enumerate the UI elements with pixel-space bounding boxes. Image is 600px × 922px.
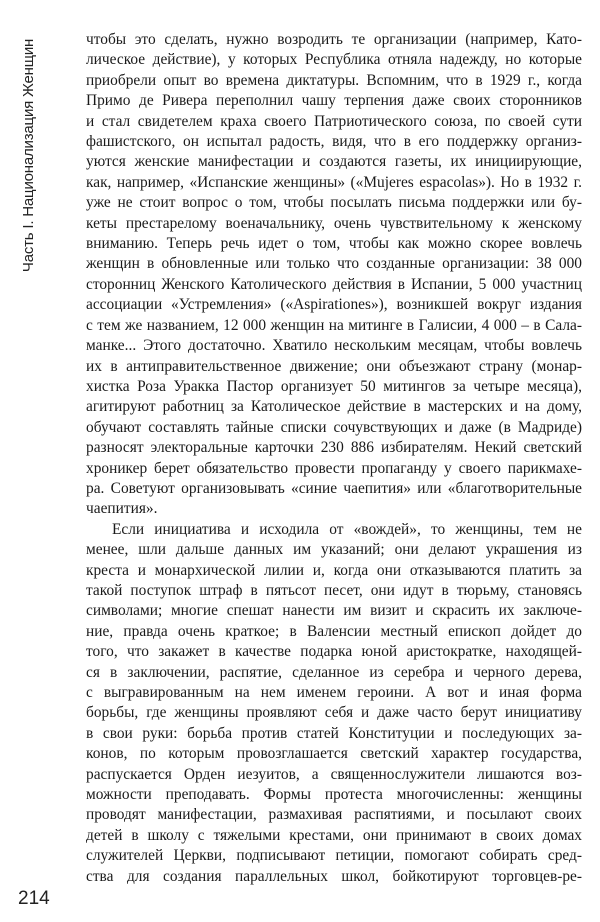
running-head	[20, 40, 38, 270]
text-line: обучают составлять тайные списки сочувствующих и даже (в Мадриде)	[86, 418, 582, 436]
text-line: вниманию. Теперь речь идет о том, чтобы как можно скорее вовлечь	[86, 235, 582, 253]
text-line: их в антиправительственное движение; они объезжают страну (монар-	[86, 357, 582, 375]
text-line: ства для создания параллельных школ, бойкотируют торговцев-ре-	[86, 867, 582, 885]
text-line: с выгравированным на нем именем героини. А вот и иная форма	[86, 684, 582, 701]
text-line: уются женские манифестации и создаются газеты, их инициирующие,	[86, 153, 582, 171]
text-line: служителей Церкви, подписывают петиции, помогают собирать сред-	[86, 847, 582, 865]
text-line: ние, правда очень краткое; в Валенсии местный епископ дойдет до	[86, 622, 582, 640]
text-line: конов, по которым провозглашается светский характер государства,	[86, 745, 582, 763]
text-line: разносят электоральные карточки 230 886 избирателям. Некий светский	[86, 439, 582, 457]
text-line: менее, шли дальше данных им указаний; они делают украшения из	[86, 541, 582, 559]
text-line: того, что закажет в качестве подарка юной аристократке, находящей-	[86, 643, 582, 661]
text-line: лическое действие), у которых Республика отняла надежду, но которые	[86, 51, 582, 69]
text-line: ассоциации «Устремления» («Aspirationes»), возникшей вокруг издания	[86, 296, 582, 314]
text-line: и стал свидетелем краха своего Патриотического союза, по своей сути	[86, 112, 582, 130]
text-line: женщин в обновленные или только что созданные организации: 38 000	[86, 255, 582, 273]
text-line: агитируют работниц за Католическое действие в мастерских и на дому,	[86, 398, 582, 416]
text-line: такой поступок штраф в пятьсот песет, они идут в тюрьму, становясь	[86, 581, 582, 599]
text-line: уже не стоит вопрос о том, чтобы посылать письма поддержки или бу-	[86, 194, 582, 212]
page-number: 214	[18, 888, 50, 909]
text-line: чаепития».	[86, 500, 158, 518]
text-line: манке... Этого достаточно. Хватило нескольким месяцам, чтобы вовлечь	[86, 337, 582, 355]
text-line: фашистского, он испытал радость, видя, что в его поддержку организ-	[86, 133, 582, 151]
paragraph	[86, 30, 582, 520]
text-line: хроникер берет обязательство провести пропаганду у своего парикмахе-	[86, 459, 582, 477]
text-line: приобрели опыт во времена диктатуры. Вспомним, что в 1929 г., когда	[86, 71, 582, 89]
text-line: проводят манифестации, размахивая распятиями, и посылают своих	[86, 806, 582, 824]
paragraph	[86, 520, 582, 887]
running-head-text: Часть I. Национализация Женщин	[20, 38, 38, 272]
text-line: в свои руки: борьба против статей Конституции и последующих за-	[86, 724, 582, 742]
text-line: Примо де Ривера переполнил чашу терпения даже своих сторонников	[86, 92, 582, 110]
text-line: кеты престарелому военачальнику, очень чувствительному к женскому	[86, 214, 582, 232]
text-line: чтобы это сделать, нужно возродить те организации (например, Като-	[86, 31, 582, 48]
text-line: с тем же названием, 12 000 женщин на митинге в Галисии, 4 000 – в Сала-	[86, 316, 582, 334]
text-line: как, например, «Испанские женщины» («Mujeres espacolas»). Но в 1932 г.	[86, 173, 582, 191]
text-line: сторонниц Женского Католического действия в Испании, 5 000 участниц	[86, 275, 582, 293]
text-line: символами; многие спешат нанести им визит и скрасить их заключе-	[86, 602, 582, 620]
text-line: ся в заключении, распятие, сделанное из серебра и черного дерева,	[86, 663, 582, 681]
text-line: борьбы, где женщины проявляют себя и даже часто берут инициативу	[86, 704, 582, 722]
text-line: детей в школу с тяжелыми крестами, они принимают в своих домах	[86, 826, 582, 844]
text-line: хистка Роза Уракка Пастор организует 50 митингов за четыре месяца),	[86, 377, 582, 395]
body-text	[86, 30, 582, 887]
text-line: распускается Орден иезуитов, а священнослужители лишаются воз-	[86, 765, 582, 783]
text-line: креста и монархической лилии и, когда они отказываются платить за	[86, 561, 582, 579]
text-line: Если инициатива и исходила от «вождей», то женщины, тем не	[112, 520, 582, 538]
text-line: можности преподавать. Формы протеста многочисленны: женщины	[86, 786, 582, 804]
text-line: ра. Советуют организовывать «синие чаепития» или «благотворительные	[86, 479, 582, 497]
